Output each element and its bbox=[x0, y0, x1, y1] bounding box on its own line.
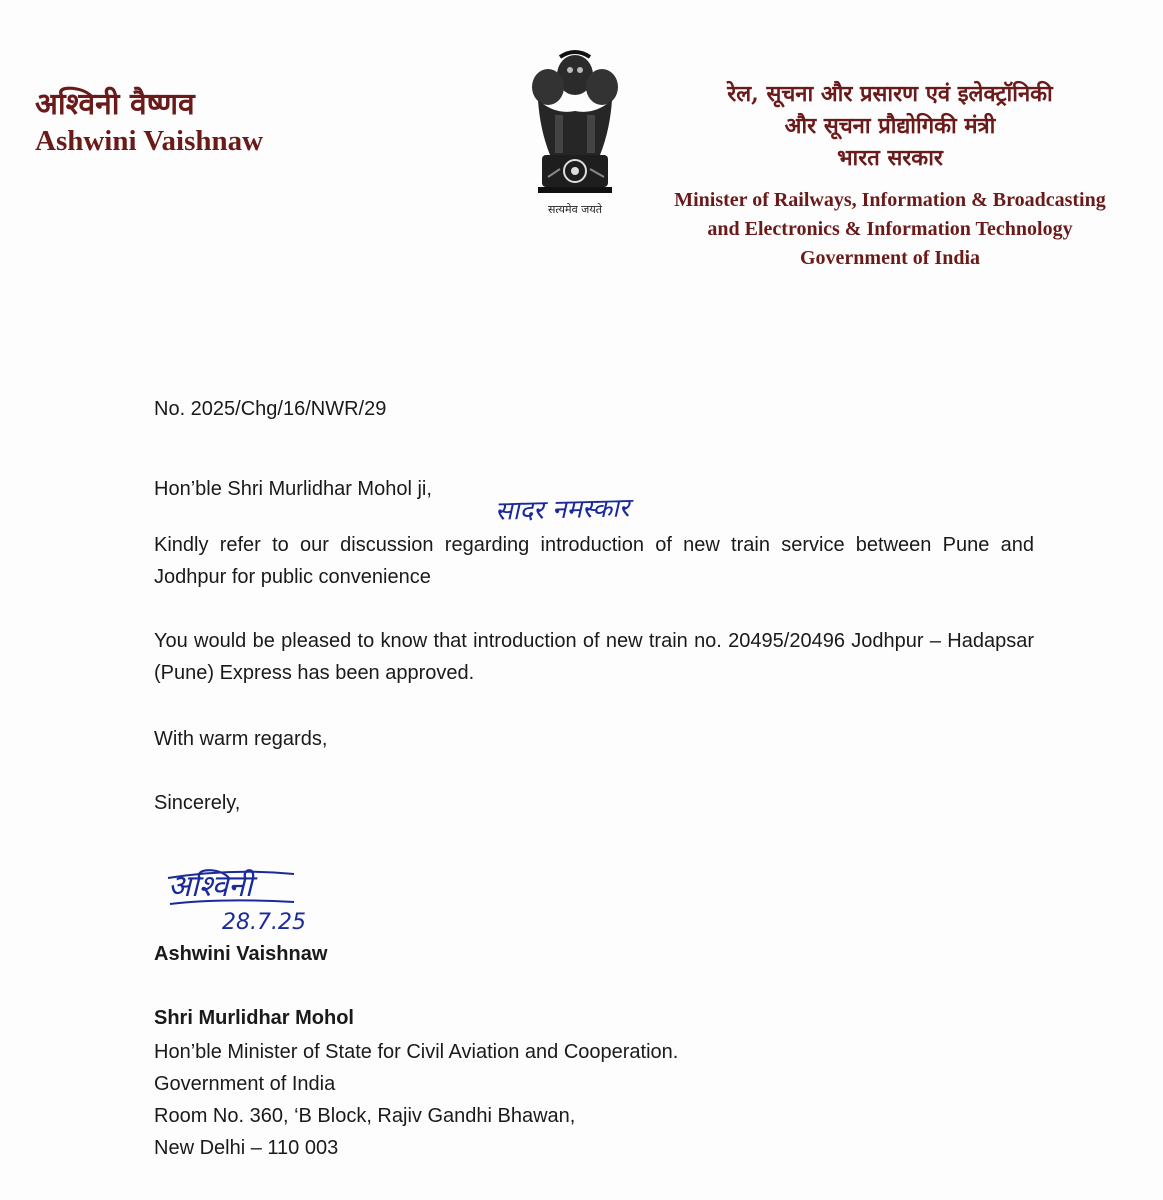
closing-line: Sincerely, bbox=[154, 792, 241, 814]
paragraph-approval: You would be pleased to know that introduction of new train no. 20495/20496 Jodhpur – Hadapsar (Pune) Express has been approved. bbox=[154, 630, 1034, 684]
salutation: Hon’ble Shri Murlidhar Mohol ji, bbox=[154, 478, 432, 500]
minister-name-hindi: अश्विनी वैष्णव bbox=[35, 87, 195, 122]
designation-hindi-line1: रेल, सूचना और प्रसारण एवं इलेक्ट्रॉनिकी bbox=[727, 81, 1053, 107]
national-emblem-icon bbox=[520, 45, 630, 220]
reference-number: No. 2025/Chg/16/NWR/29 bbox=[154, 398, 387, 420]
designation-english-line2: and Electronics & Information Technology bbox=[707, 218, 1073, 240]
minister-designation-block bbox=[640, 78, 1140, 273]
regards-line: With warm regards, bbox=[154, 728, 328, 750]
recipient-designation: Hon’ble Minister of State for Civil Aviation and Cooperation. bbox=[154, 1041, 679, 1063]
minister-name-english: Ashwini Vaishnaw bbox=[35, 125, 264, 157]
designation-english-line1: Minister of Railways, Information & Broadcasting bbox=[674, 189, 1106, 211]
recipient-city: New Delhi – 110 003 bbox=[154, 1137, 339, 1159]
designation-hindi-line3: भारत सरकार bbox=[837, 145, 943, 171]
recipient-government: Government of India bbox=[154, 1073, 336, 1095]
signature-date: 28.7.25 bbox=[222, 910, 306, 935]
recipient-address bbox=[154, 1036, 678, 1164]
designation-english-line3: Government of India bbox=[800, 247, 980, 269]
emblem-motto: सत्यमेव जयते bbox=[547, 203, 603, 216]
signature-text: अश्विनी bbox=[168, 869, 253, 904]
designation-hindi-line2: और सूचना प्रौद्योगिकी मंत्री bbox=[784, 113, 996, 139]
paragraph-discussion: Kindly refer to our discussion regarding introduction of new train service between Pune and Jodhpur for public convenience bbox=[154, 534, 1034, 588]
signatory-name: Ashwini Vaishnaw bbox=[154, 943, 328, 965]
handwritten-greeting: सादर नमस्कार bbox=[494, 493, 630, 527]
recipient-room: Room No. 360, ‘B Block, Rajiv Gandhi Bhawan, bbox=[154, 1105, 576, 1127]
recipient-name: Shri Murlidhar Mohol bbox=[154, 1007, 354, 1029]
